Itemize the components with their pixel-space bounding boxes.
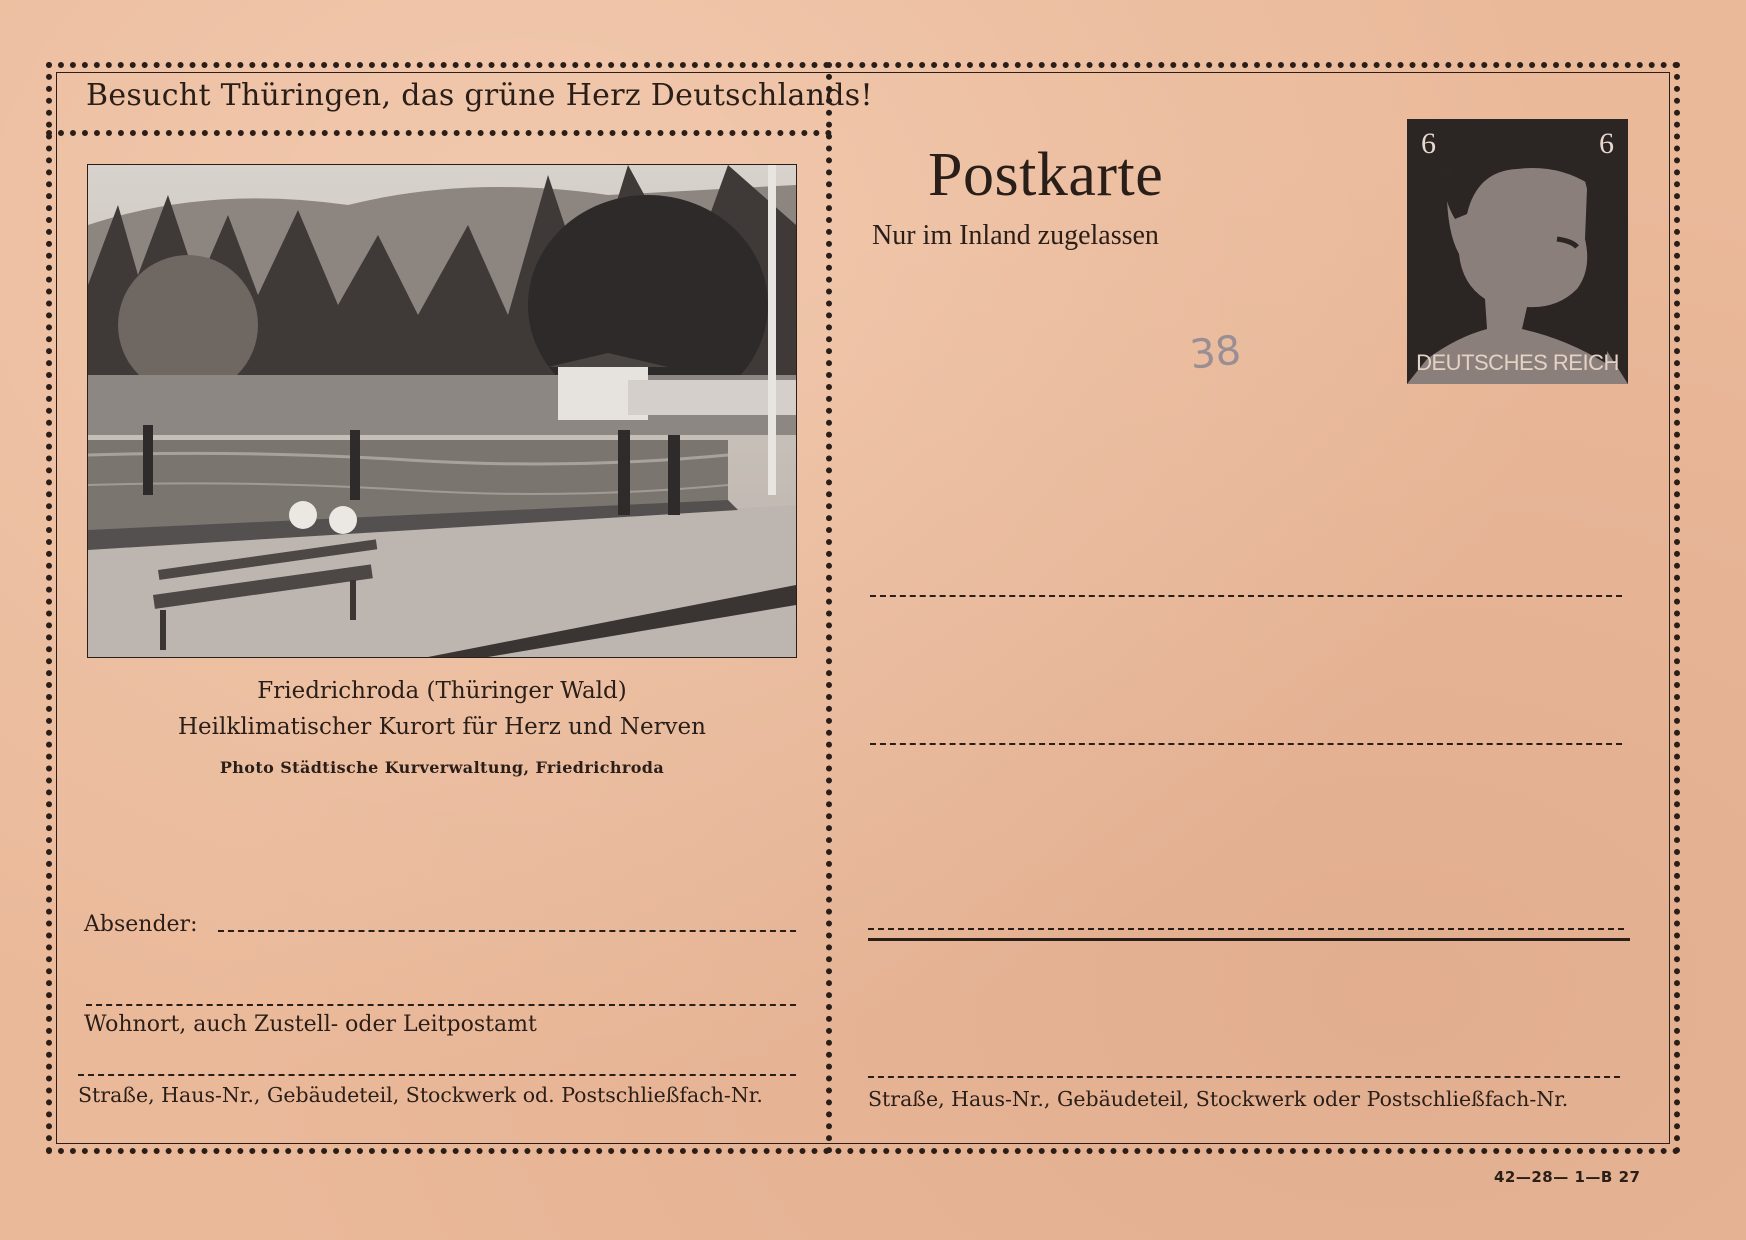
stamp-country: DEUTSCHES REICH xyxy=(1416,350,1619,375)
postcard-title: Postkarte xyxy=(928,141,1164,209)
sender-street-line[interactable] xyxy=(78,1074,796,1076)
postcard-subtitle: Nur im Inland zugelassen xyxy=(872,220,1159,251)
stamp-portrait xyxy=(1407,119,1628,384)
header-slogan: Besucht Thüringen, das grüne Herz Deutschlands! xyxy=(86,78,873,113)
sender-street-label: Straße, Haus-Nr., Gebäudeteil, Stockwerk od. Postschließfach-Nr. xyxy=(78,1083,763,1107)
address-destination-line xyxy=(868,938,1630,941)
header-separator xyxy=(46,124,832,136)
photo-caption-subtitle: Heilklimatischer Kurort für Herz und Nerven xyxy=(178,714,706,740)
address-street-line[interactable] xyxy=(868,1076,1620,1078)
stamp-value-right: 6 xyxy=(1599,127,1614,160)
sender-line[interactable] xyxy=(218,930,796,932)
address-line-1[interactable] xyxy=(870,595,1622,597)
stamp-value-left: 6 xyxy=(1421,127,1436,160)
photo-caption-title: Friedrichroda (Thüringer Wald) xyxy=(257,678,627,704)
sender-label: Absender: xyxy=(84,912,198,937)
address-line-3[interactable] xyxy=(868,928,1624,930)
postage-stamp xyxy=(1407,119,1628,384)
address-line-2[interactable] xyxy=(870,743,1622,745)
print-code: 42—28— 1—B 27 xyxy=(1494,1168,1641,1186)
photo-illustration xyxy=(88,165,796,657)
residence-line[interactable] xyxy=(86,1004,796,1006)
address-street-label: Straße, Haus-Nr., Gebäudeteil, Stockwerk oder Postschließfach-Nr. xyxy=(868,1087,1569,1111)
photo-swimming-pool xyxy=(88,165,796,657)
photo-credit: Photo Städtische Kurverwaltung, Friedrichroda xyxy=(219,758,665,777)
pencil-note: 38 xyxy=(1187,327,1244,379)
divider-border xyxy=(820,62,832,1154)
residence-label: Wohnort, auch Zustell- oder Leitpostamt xyxy=(84,1012,537,1037)
